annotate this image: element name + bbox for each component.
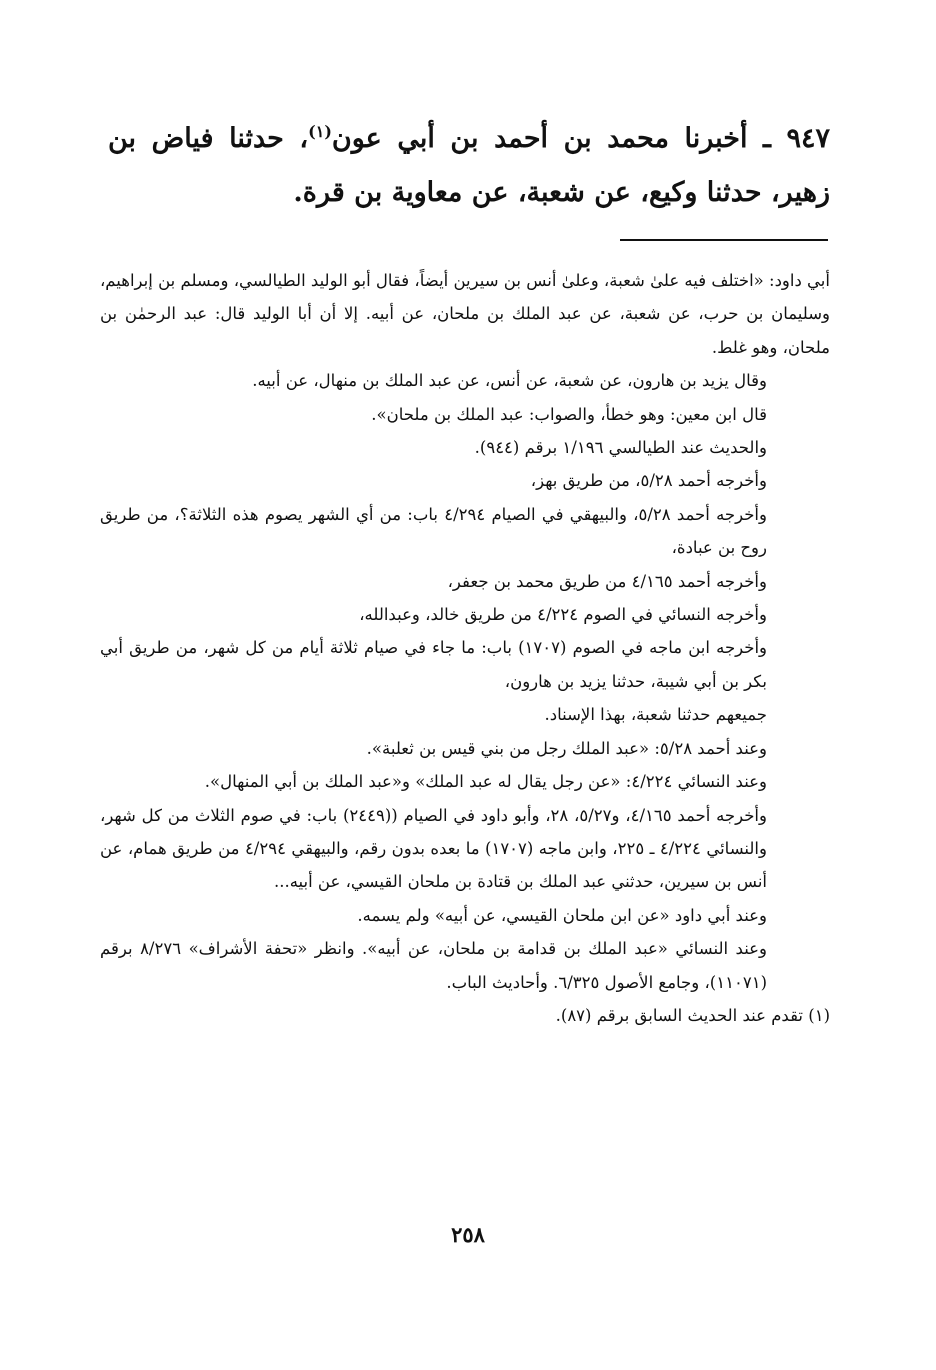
footnote-reference: (١) — [308, 122, 332, 141]
hadith-number: ٩٤٧ — [786, 123, 830, 154]
footnote-paragraph: وأخرجه النسائي في الصوم ٤/٢٢٤ من طريق خالد، وعبدالله، — [359, 605, 767, 625]
hadith-text-part1: ـ أخبرنا محمد بن أحمد بن أبي عون — [331, 123, 787, 154]
hadith-text-part2: ، حدثنا فياض بن زهير، حدثنا وكيع، عن شعبة، عن معاوية بن قرة. — [108, 123, 830, 208]
footnote-paragraph: وأخرجه أحمد ٤/١٦٥ من طريق محمد بن جعفر، — [447, 571, 767, 591]
footnote-paragraph: أبي داود: «اختلف فيه علىٰ شعبة، وعلىٰ أنس بن سيرين أيضاً، فقال أبو الوليد الطيالسي، ومسلم بن إبراهيم، وسليمان بن حرب، عن شعبة، عن عبد الملك بن ملحان، عن أبيه. إلا أن أبا الوليد قال: عبد الرحمٰن بن ملحان، وهو غلط. — [99, 271, 830, 357]
footnote-paragraph: وأخرجه أحمد ٥/٢٨، والبيهقي في الصيام ٤/٢٩٤ باب: من أي الشهر يصوم هذه الثلاثة؟، من طريق روح بن عبادة، — [100, 504, 767, 558]
hadith-text — [108, 112, 830, 220]
footnote-paragraph: جميعهم حدثنا شعبة، بهذا الإسناد. — [544, 705, 767, 725]
footnote-1: (١) تقدم عند الحديث السابق برقم (٨٧). — [555, 1005, 830, 1025]
footnote-paragraph: والحديث عند الطيالسي ١/١٩٦ برقم (٩٤٤). — [474, 438, 767, 458]
footnote-separator-rule — [620, 239, 828, 241]
footnote-paragraph: وعند النسائي «عبد الملك بن قدامة بن ملحان، عن أبيه». وانظر «تحفة الأشراف» ٨/٢٧٦ برقم (١١٠٧١)، وجامع الأصول ٦/٣٢٥. وأحاديث الباب. — [100, 939, 768, 992]
footnote-paragraph: وقال يزيد بن هارون، عن شعبة، عن أنس، عن عبد الملك بن منهال، عن أبيه. — [252, 371, 767, 391]
footnotes — [100, 264, 830, 1032]
footnote-paragraph: قال ابن معين: وهو خطأ، والصواب: عبد الملك بن ملحان». — [371, 404, 767, 424]
footnote-paragraph: وعند أبي داود «عن ابن ملحان القيسي، عن أبيه» ولم يسمه. — [357, 905, 767, 925]
footnote-paragraph: وعند أحمد ٥/٢٨: «عبد الملك رجل من بني قيس بن ثعلبة». — [366, 738, 767, 758]
footnote-paragraph: وأخرجه أحمد ٥/٢٨، من طريق بهز، — [530, 471, 767, 491]
footnote-paragraph: وأخرجه ابن ماجه في الصوم (١٧٠٧) باب: ما جاء في صيام ثلاثة أيام من كل شهر، من طريق أبي بكر بن أبي شيبة، حدثنا يزيد بن هارون، — [100, 638, 767, 691]
footnote-paragraph: وأخرجه أحمد ٤/١٦٥، و٥/٢٧، ٢٨، وأبو داود في الصيام ((٢٤٤٩) باب: في صوم الثلاث من كل شهر، والنسائي ٤/٢٢٤ ـ ٢٢٥، وابن ماجه (١٧٠٧) ما بعده بدون رقم، والبيهقي ٤/٢٩٤ من طريق همام، عن أنس بن سيرين، حدثني عبد الملك بن قتادة بن ملحان القيسي، عن أبيه... — [100, 805, 767, 892]
page-number: ٢٥٨ — [451, 1222, 485, 1247]
footnote-paragraph: وعند النسائي ٤/٢٢٤: «عن رجل يقال له عبد الملك» و«عبد الملك بن أبي المنهال». — [204, 772, 767, 792]
